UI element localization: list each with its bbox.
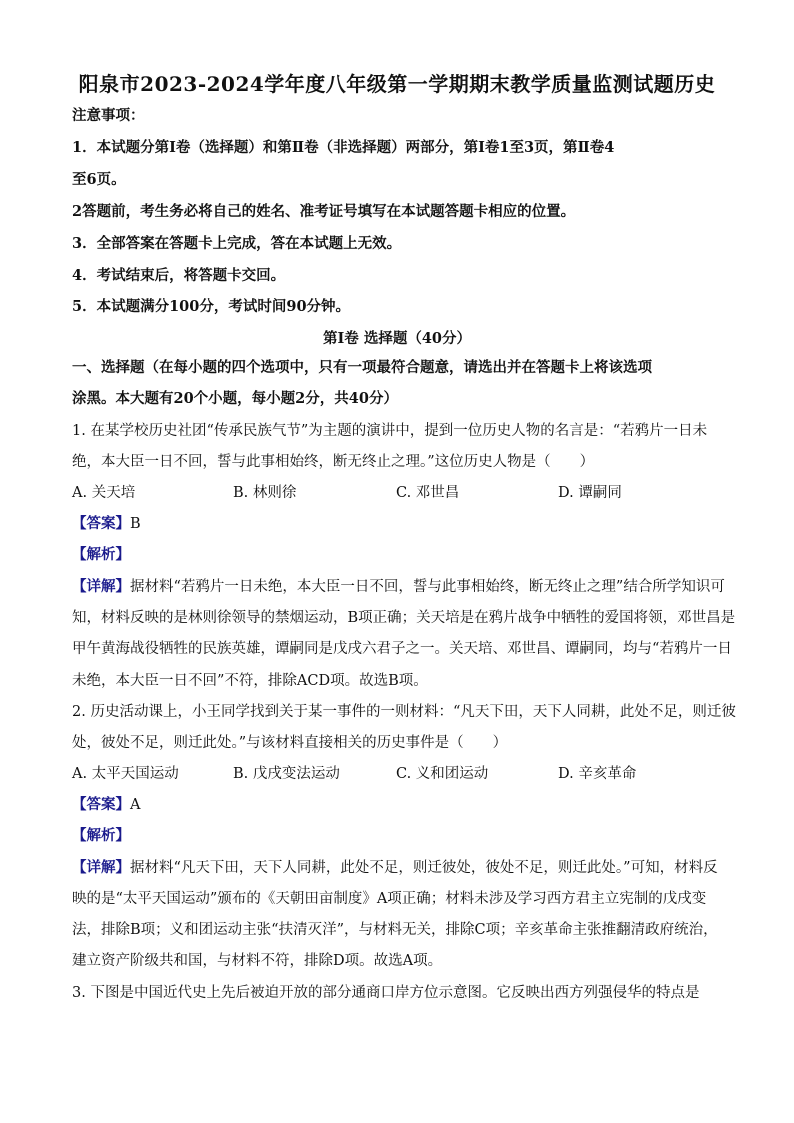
answer-label: 【答案】 bbox=[72, 515, 130, 532]
notice-item: 5．本试题满分100分，考试时间90分钟。 bbox=[72, 298, 351, 315]
q1-option-a: A. 关天培 bbox=[72, 485, 136, 501]
section-title: 第Ⅰ卷 选择题（40分） bbox=[322, 330, 471, 347]
q2-analysis-label: 【解析】 bbox=[72, 827, 130, 844]
notice-item: 1．本试题分第Ⅰ卷（选择题）和第Ⅱ卷（非选择题）两部分，第Ⅰ卷1至3页，第Ⅱ卷4 bbox=[72, 139, 615, 156]
notice-item: 3．全部答案在答题卡上完成，答在本试题上无效。 bbox=[72, 235, 402, 252]
detail-label: 【详解】 bbox=[72, 578, 130, 595]
exam-title: 阳泉市2023-2024学年度八年级第一学期期末教学质量监测试题历史 bbox=[78, 72, 716, 96]
q2-option-d: D. 辛亥革命 bbox=[558, 766, 637, 782]
q1-detail: 知，材料反映的是林则徐领导的禁烟运动，B项正确；关天培是在鸦片战争中牺牲的爱国将领，邓世昌是 bbox=[72, 610, 736, 626]
q1-option-d: D. 谭嗣同 bbox=[558, 485, 622, 501]
q1-detail bbox=[72, 577, 725, 597]
q1-answer bbox=[72, 514, 722, 534]
q3-stem: 3. 下图是中国近代史上先后被迫开放的部分通商口岸方位示意图。它反映出西方列强侵华的特点是 bbox=[72, 985, 700, 1001]
q2-detail: 建立资产阶级共和国，与材料不符，排除D项。故选A项。 bbox=[72, 953, 443, 969]
q1-stem: 绝，本大臣一日不回，誓与此事相始终，断无终止之理。”这位历史人物是（ ） bbox=[72, 454, 595, 470]
q2-option-c: C. 义和团运动 bbox=[396, 766, 489, 782]
q2-option-a: A. 太平天国运动 bbox=[72, 766, 179, 782]
q2-stem: 处，彼处不足，则迁此处。”与该材料直接相关的历史事件是（ ） bbox=[72, 735, 508, 751]
q2-answer bbox=[72, 795, 722, 815]
q2-detail: 映的是“太平天国运动”颁布的《天朝田亩制度》A项正确；材料未涉及学习西方君主立宪制的戊戌变 bbox=[72, 891, 707, 907]
q2-detail bbox=[72, 858, 722, 878]
q2-detail: 法，排除B项；义和团运动主张“扶清灭洋”，与材料无关，排除C项；辛亥革命主张推翻清政府统治， bbox=[72, 922, 718, 938]
q1-option-c: C. 邓世昌 bbox=[396, 485, 460, 501]
section-instruction: 涂黑。本大题有20个小题，每小题2分，共40分） bbox=[72, 390, 398, 407]
notice-item: 至6页。 bbox=[72, 171, 126, 188]
detail-text: 据材料“凡天下田，天下人同耕，此处不足，则迁彼处，彼处不足，则迁此处。”可知，材料反 bbox=[130, 860, 718, 876]
notice-item: 2答题前，考生务必将自己的姓名、准考证号填写在本试题答题卡相应的位置。 bbox=[72, 203, 576, 220]
notice-heading: 注意事项： bbox=[72, 107, 145, 124]
q1-option-b: B. 林则徐 bbox=[233, 485, 297, 501]
answer-label: 【答案】 bbox=[72, 796, 130, 813]
q2-stem: 2. 历史活动课上，小王同学找到关于某一事件的一则材料：“凡天下田，天下人同耕，此处不足，则迁彼 bbox=[72, 704, 736, 720]
detail-text: 据材料“若鸦片一日未绝，本大臣一日不回，誓与此事相始终，断无终止之理”结合所学知识可 bbox=[130, 579, 725, 595]
q1-stem: 1. 在某学校历史社团“传承民族气节”为主题的演讲中，提到一位历史人物的名言是：“若鸦片一日未 bbox=[72, 423, 708, 439]
q2-option-b: B. 戊戌变法运动 bbox=[233, 766, 340, 782]
section-instruction: 一、选择题（在每小题的四个选项中，只有一项最符合题意，请选出并在答题卡上将该选项 bbox=[72, 359, 652, 376]
detail-label: 【详解】 bbox=[72, 859, 130, 876]
q1-detail: 未绝，本大臣一日不回”不符，排除ACD项。故选B项。 bbox=[72, 673, 428, 689]
q1-detail: 甲午黄海战役牺牲的民族英雄，谭嗣同是戊戌六君子之一。关天培、邓世昌、谭嗣同，均与“若鸦片一日 bbox=[72, 641, 732, 657]
answer-value: A bbox=[130, 797, 141, 813]
notice-item: 4．考试结束后，将答题卡交回。 bbox=[72, 267, 286, 284]
answer-value: B bbox=[130, 516, 141, 532]
q1-analysis-label: 【解析】 bbox=[72, 546, 130, 563]
